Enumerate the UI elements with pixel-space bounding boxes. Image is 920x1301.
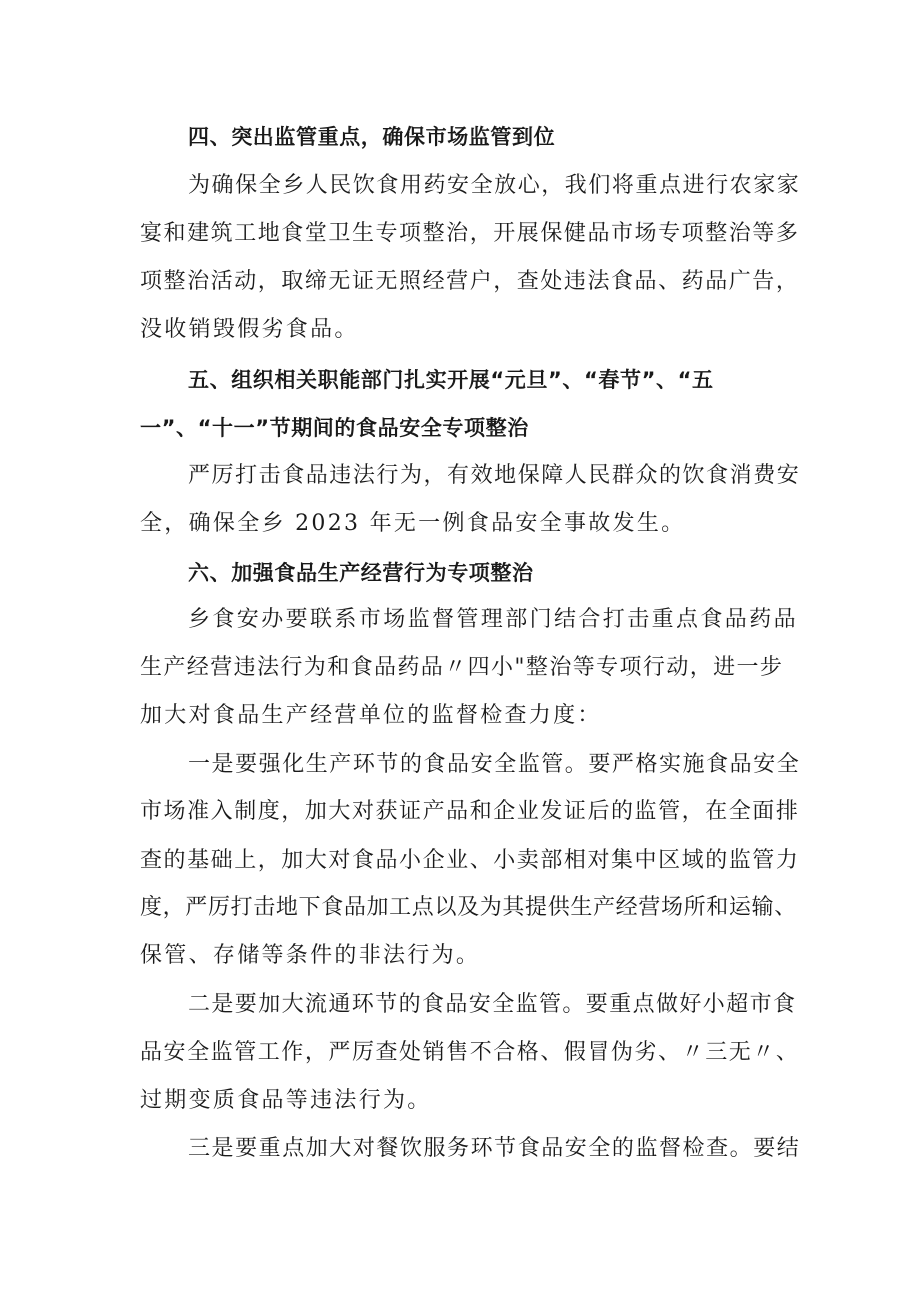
- paragraph-line: 没收销毁假劣食品。: [140, 317, 359, 342]
- section-heading: 五、组织相关职能部门扎实开展“元旦”、“春节”、“五: [188, 368, 714, 392]
- section-heading: 六、加强食品生产经营行为专项整治: [188, 561, 534, 585]
- paragraph-line: 品安全监管工作，严厉查处销售不合格、假冒伪劣、〃三无〃、: [140, 1040, 800, 1065]
- paragraph-line: 保管、存储等条件的非法行为。: [140, 943, 481, 968]
- paragraph-line: 生产经营违法行为和食品药品〃四小"整治等专项行动，进一步: [140, 655, 784, 680]
- paragraph-line: 乡食安办要联系市场监督管理部门结合打击重点食品药品: [188, 607, 799, 632]
- paragraph-line: 三是要重点加大对餐饮服务环节食品安全的监督检查。要结: [188, 1136, 801, 1161]
- paragraph-line: 严厉打击食品违法行为，有效地保障人民群众的饮食消费安: [188, 463, 801, 488]
- paragraph-line: 全，确保全乡 2023 年无一例食品安全事故发生。: [140, 511, 686, 536]
- paragraph-line: 市场准入制度，加大对获证产品和企业发证后的监管，在全面排: [140, 799, 800, 824]
- paragraph-line: 查的基础上，加大对食品小企业、小卖部相对集中区域的监管力: [140, 848, 800, 873]
- paragraph-line: 二是要加大流通环节的食品安全监管。要重点做好小超市食: [188, 992, 797, 1017]
- paragraph-line: 度，严厉打击地下食品加工点以及为其提供生产经营场所和运输、: [140, 895, 797, 920]
- paragraph-line: 一是要强化生产环节的食品安全监管。要严格实施食品安全: [188, 752, 801, 777]
- paragraph-line: 项整治活动，取缔无证无照经营户，查处违法食品、药品广告，: [140, 269, 800, 294]
- paragraph-line: 为确保全乡人民饮食用药安全放心，我们将重点进行农家家: [188, 173, 801, 198]
- paragraph-line: 过期变质食品等违法行为。: [140, 1088, 432, 1113]
- paragraph-line: 宴和建筑工地食堂卫生专项整治，开展保健品市场专项整治等多: [140, 221, 800, 246]
- section-heading: 一”、“十一”节期间的食品安全专项整治: [140, 416, 529, 440]
- section-heading: 四、突出监管重点，确保市场监管到位: [188, 125, 556, 149]
- paragraph-line: 加大对食品生产经营单位的监督检查力度：: [140, 703, 602, 728]
